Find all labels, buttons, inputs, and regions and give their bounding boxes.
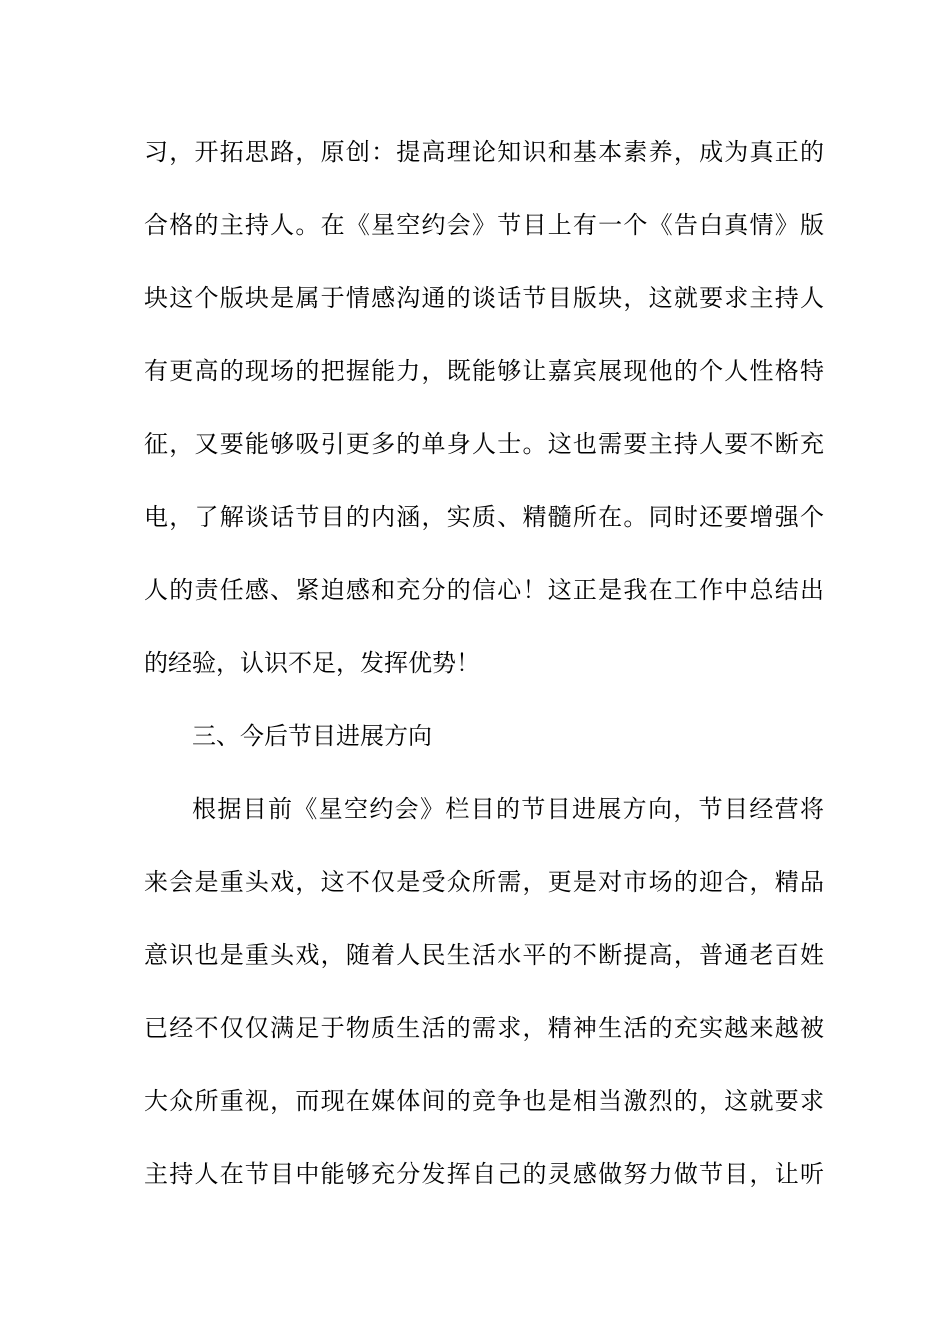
body-text-line: 电，了解谈话节目的内涵，实质、精髓所在。同时还要增强个 — [144, 503, 824, 531]
body-text-line: 的经验，认识不足，发挥优势！ — [144, 649, 480, 677]
section-heading: 三、今后节目进展方向 — [192, 722, 432, 750]
body-text-line: 来会是重头戏，这不仅是受众所需，更是对市场的迎合，精品 — [144, 868, 824, 896]
body-text-line: 根据目前《星空约会》栏目的节目进展方向，节目经营将 — [192, 795, 824, 823]
body-text-line: 征，又要能够吸引更多的单身人士。这也需要主持人要不断充 — [144, 430, 824, 458]
body-text-line: 意识也是重头戏，随着人民生活水平的不断提高，普通老百姓 — [144, 941, 824, 969]
body-text-line: 合格的主持人。在《星空约会》节目上有一个《告白真情》版 — [144, 211, 824, 239]
body-text-line: 大众所重视，而现在媒体间的竞争也是相当激烈的，这就要求 — [144, 1087, 824, 1115]
body-text-line: 人的责任感、紧迫感和充分的信心！这正是我在工作中总结出 — [144, 576, 824, 604]
body-text-line: 块这个版块是属于情感沟通的谈话节目版块，这就要求主持人 — [144, 284, 824, 312]
body-text-line: 主持人在节目中能够充分发挥自己的灵感做努力做节目，让听 — [144, 1160, 824, 1188]
body-text-line: 习，开拓思路，原创：提高理论知识和基本素养，成为真正的 — [144, 138, 824, 166]
body-text-line: 有更高的现场的把握能力，既能够让嘉宾展现他的个人性格特 — [144, 357, 824, 385]
body-text-line: 已经不仅仅满足于物质生活的需求，精神生活的充实越来越被 — [144, 1014, 824, 1042]
